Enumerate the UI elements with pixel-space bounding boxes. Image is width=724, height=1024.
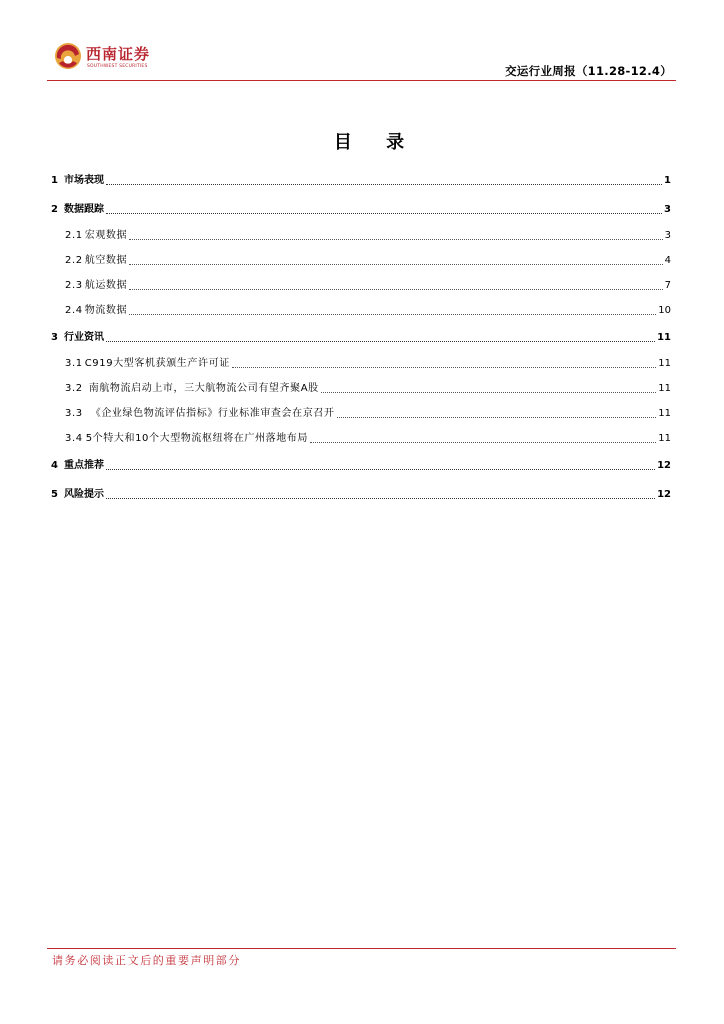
- toc-entry[interactable]: [51, 484, 671, 502]
- toc-entry-title: 行业资讯: [63, 332, 104, 343]
- toc-entry[interactable]: [51, 300, 671, 318]
- toc-entry-title: 市场表现: [63, 175, 104, 186]
- toc-leader-dots: [232, 366, 656, 368]
- toc-entry-number: 2.3: [65, 280, 83, 291]
- toc-leader-dots: [321, 391, 657, 393]
- toc-entry-title: 航运数据: [84, 280, 128, 291]
- toc-entry-number: 2.2: [65, 255, 83, 266]
- toc-entry[interactable]: [51, 275, 671, 293]
- toc-entry[interactable]: [51, 327, 671, 345]
- toc-leader-dots: [106, 212, 662, 214]
- toc-entry-number: 1: [51, 175, 58, 186]
- toc-entry-title: 宏观数据: [84, 230, 128, 241]
- toc-entry-number: 4: [51, 460, 58, 471]
- toc-entry-number: 2.4: [65, 305, 83, 316]
- toc-entry-number: 3.2: [65, 383, 83, 394]
- toc-entry-page: 11: [658, 433, 671, 444]
- toc-entry[interactable]: [51, 378, 671, 396]
- toc-leader-dots: [106, 497, 655, 499]
- toc-leader-dots: [129, 238, 663, 240]
- toc-entry-page: 11: [657, 332, 671, 343]
- toc-entry[interactable]: [51, 225, 671, 243]
- toc-entry-number: 3.3: [65, 408, 83, 419]
- toc-entry-title: 物流数据: [84, 305, 128, 316]
- report-title: 交运行业周报（11.28-12.4）: [505, 64, 672, 78]
- toc-leader-dots: [129, 263, 663, 265]
- toc-entry-title: 风险提示: [63, 489, 104, 500]
- disclaimer-notice: 请务必阅读正文后的重要声明部分: [52, 954, 241, 967]
- toc-entry-number: 5: [51, 489, 58, 500]
- toc-entry-page: 3: [664, 204, 671, 215]
- toc-entry[interactable]: [51, 353, 671, 371]
- toc-leader-dots: [106, 468, 655, 470]
- page-header: [0, 0, 724, 82]
- toc-entry-number: 3: [51, 332, 58, 343]
- toc-entry-title: C919大型客机获颁生产许可证: [84, 358, 230, 369]
- toc-entry-number: 2.1: [65, 230, 83, 241]
- toc-entry-page: 11: [658, 408, 671, 419]
- toc-heading: 目 录: [333, 132, 419, 153]
- toc-entry[interactable]: [51, 250, 671, 268]
- toc-entry-title: 数据跟踪: [63, 204, 104, 215]
- toc-entry[interactable]: [51, 428, 671, 446]
- toc-leader-dots: [310, 441, 656, 443]
- toc-entry-page: 7: [664, 280, 671, 291]
- header-divider: [47, 80, 676, 81]
- toc-entry-page: 1: [664, 175, 671, 186]
- toc-entry-page: 12: [657, 460, 671, 471]
- toc-entry[interactable]: [51, 455, 671, 473]
- toc-entry-page: 4: [664, 255, 671, 266]
- footer-divider: [47, 948, 676, 949]
- toc-entry-title: 航空数据: [84, 255, 128, 266]
- toc-leader-dots: [129, 288, 663, 290]
- toc-entry-page: 12: [657, 489, 671, 500]
- toc-entry[interactable]: [51, 170, 671, 188]
- logo-icon: [54, 42, 82, 70]
- toc-entry-title: 《企业绿色物流评估指标》行业标准审查会在京召开: [90, 408, 335, 419]
- toc-entry-title: 5个特大和10个大型物流枢纽将在广州落地布局: [85, 433, 309, 444]
- toc-leader-dots: [337, 416, 657, 418]
- company-logo: [54, 42, 154, 74]
- toc-entry-page: 3: [664, 230, 671, 241]
- toc-entry-number: 3.1: [65, 358, 83, 369]
- toc-entry-page: 11: [658, 383, 671, 394]
- toc-leader-dots: [106, 340, 655, 342]
- toc-leader-dots: [106, 183, 662, 185]
- toc-entry-page: 10: [658, 305, 671, 316]
- toc-entry-title: 重点推荐: [63, 460, 104, 471]
- toc-leader-dots: [129, 313, 656, 315]
- logo-english-name: SOUTHWEST SECURITIES: [87, 64, 148, 69]
- logo-chinese-name: 西南证券: [86, 45, 151, 63]
- toc-entry-page: 11: [658, 358, 671, 369]
- toc-entry[interactable]: [51, 403, 671, 421]
- toc-entry[interactable]: [51, 199, 671, 217]
- toc-entry-number: 2: [51, 204, 58, 215]
- toc-entry-title: 南航物流启动上市，三大航物流公司有望齐聚A股: [88, 383, 319, 394]
- toc-entry-number: 3.4: [65, 433, 83, 444]
